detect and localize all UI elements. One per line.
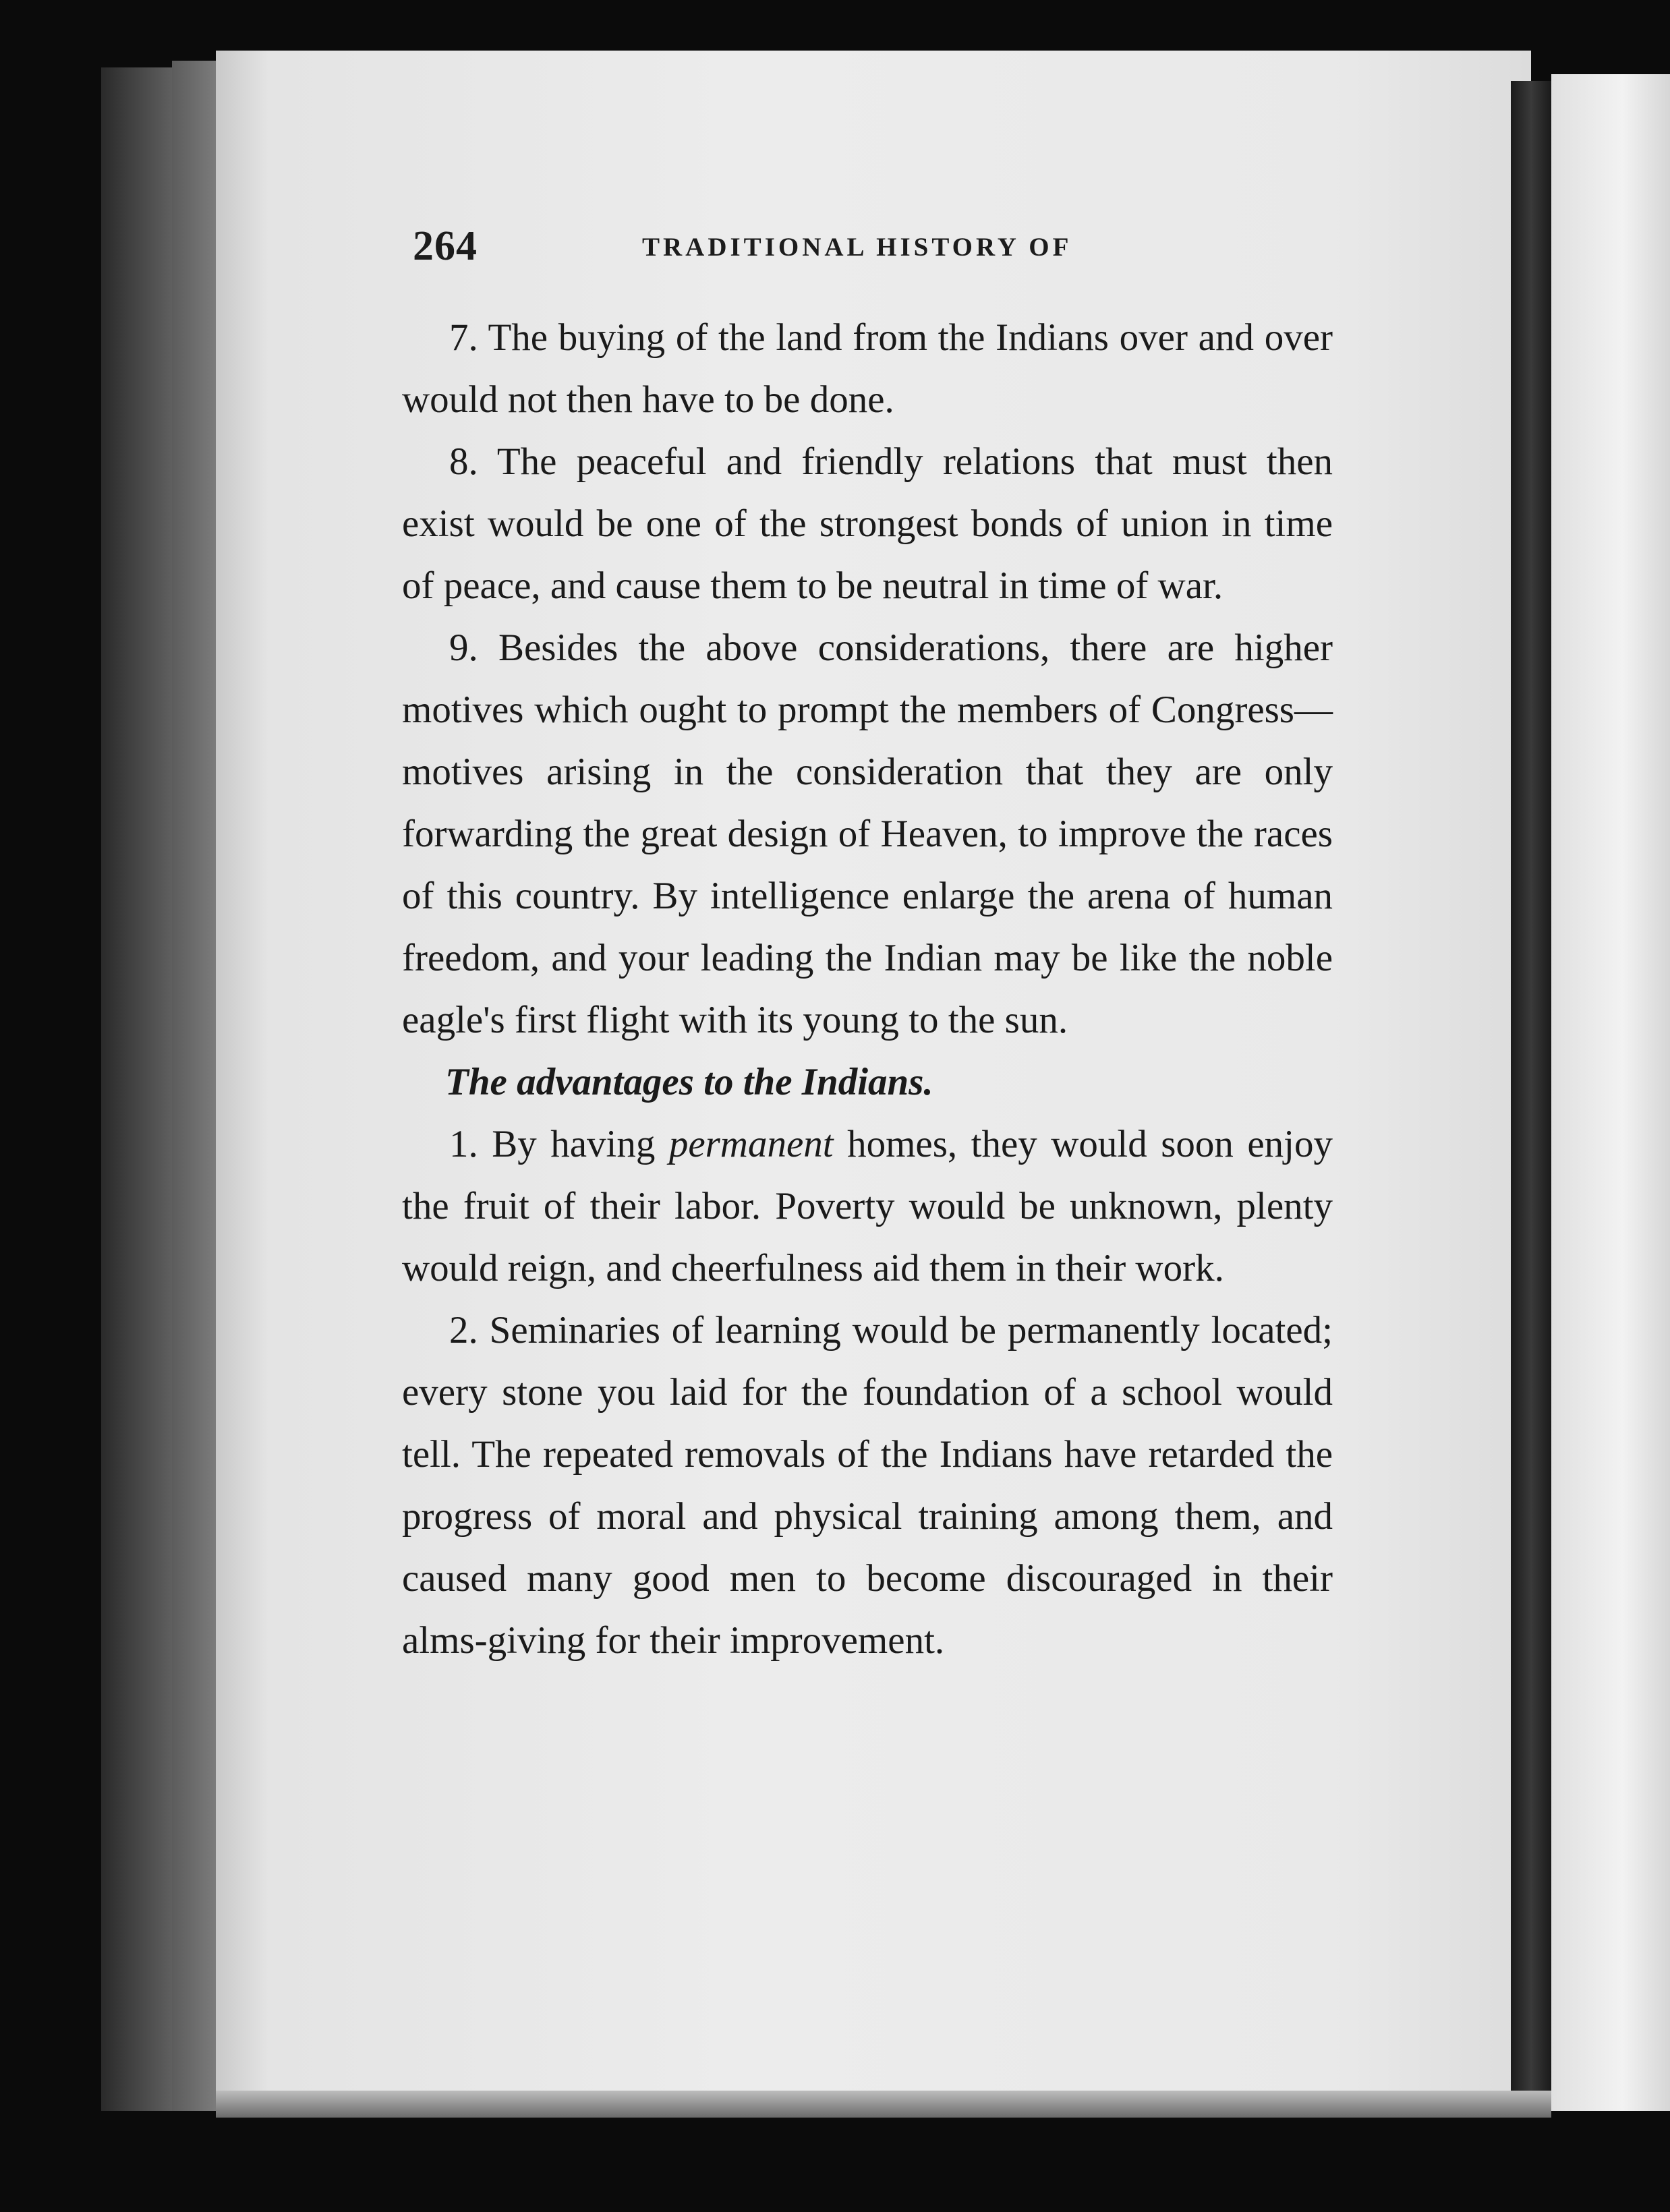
advantage-1	[402, 1113, 1333, 1300]
paragraph-7: 7. The buying of the land from the Indians over and over would not then have to be done.	[402, 316, 1333, 421]
paragraph-9: 9. Besides the above considerations, there are higher motives which ought to prompt the members of Congress—motives arising in the consideration that they are only forwarding the great design of Heaven, to improve the races of this country. By intelligence enlarge the arena of human freedom, and your leading the Indian may be like the noble eagle's first flight with its young to the sun.	[402, 627, 1333, 1041]
paragraph-8: 8. The peaceful and friendly relations that must then exist would be one of the strongest bonds of union in time of peace, and cause them to be neutral in time of war.	[402, 440, 1333, 607]
page-gutter	[1511, 81, 1551, 2104]
advantage-2: 2. Seminaries of learning would be permanently located; every stone you laid for the foundation of a school would tell. The repeated removals of the Indians have retarded the progress of moral and physical training among them, and caused many good men to become discouraged in their alms-giving for their improvement.	[402, 1309, 1333, 1662]
book-page-edges	[172, 61, 219, 2111]
section-subheading: The advantages to the Indians.	[445, 1061, 933, 1103]
advantage-1-text-end: homes, they would soon enjoy the fruit of their labor. Poverty would be unknown, plenty would reign, and cheerfulness aid them in their work.	[402, 1123, 1333, 1289]
page-bottom-edge	[216, 2091, 1551, 2118]
page-number: 264	[413, 223, 478, 269]
running-head	[413, 223, 1330, 276]
running-title: TRADITIONAL HISTORY OF	[642, 233, 1072, 262]
advantage-1-text-start: 1. By having	[449, 1123, 669, 1165]
facing-page-edge	[1551, 74, 1670, 2111]
page-body	[402, 307, 1333, 1672]
advantage-1-emphasis: permanent	[668, 1123, 834, 1165]
